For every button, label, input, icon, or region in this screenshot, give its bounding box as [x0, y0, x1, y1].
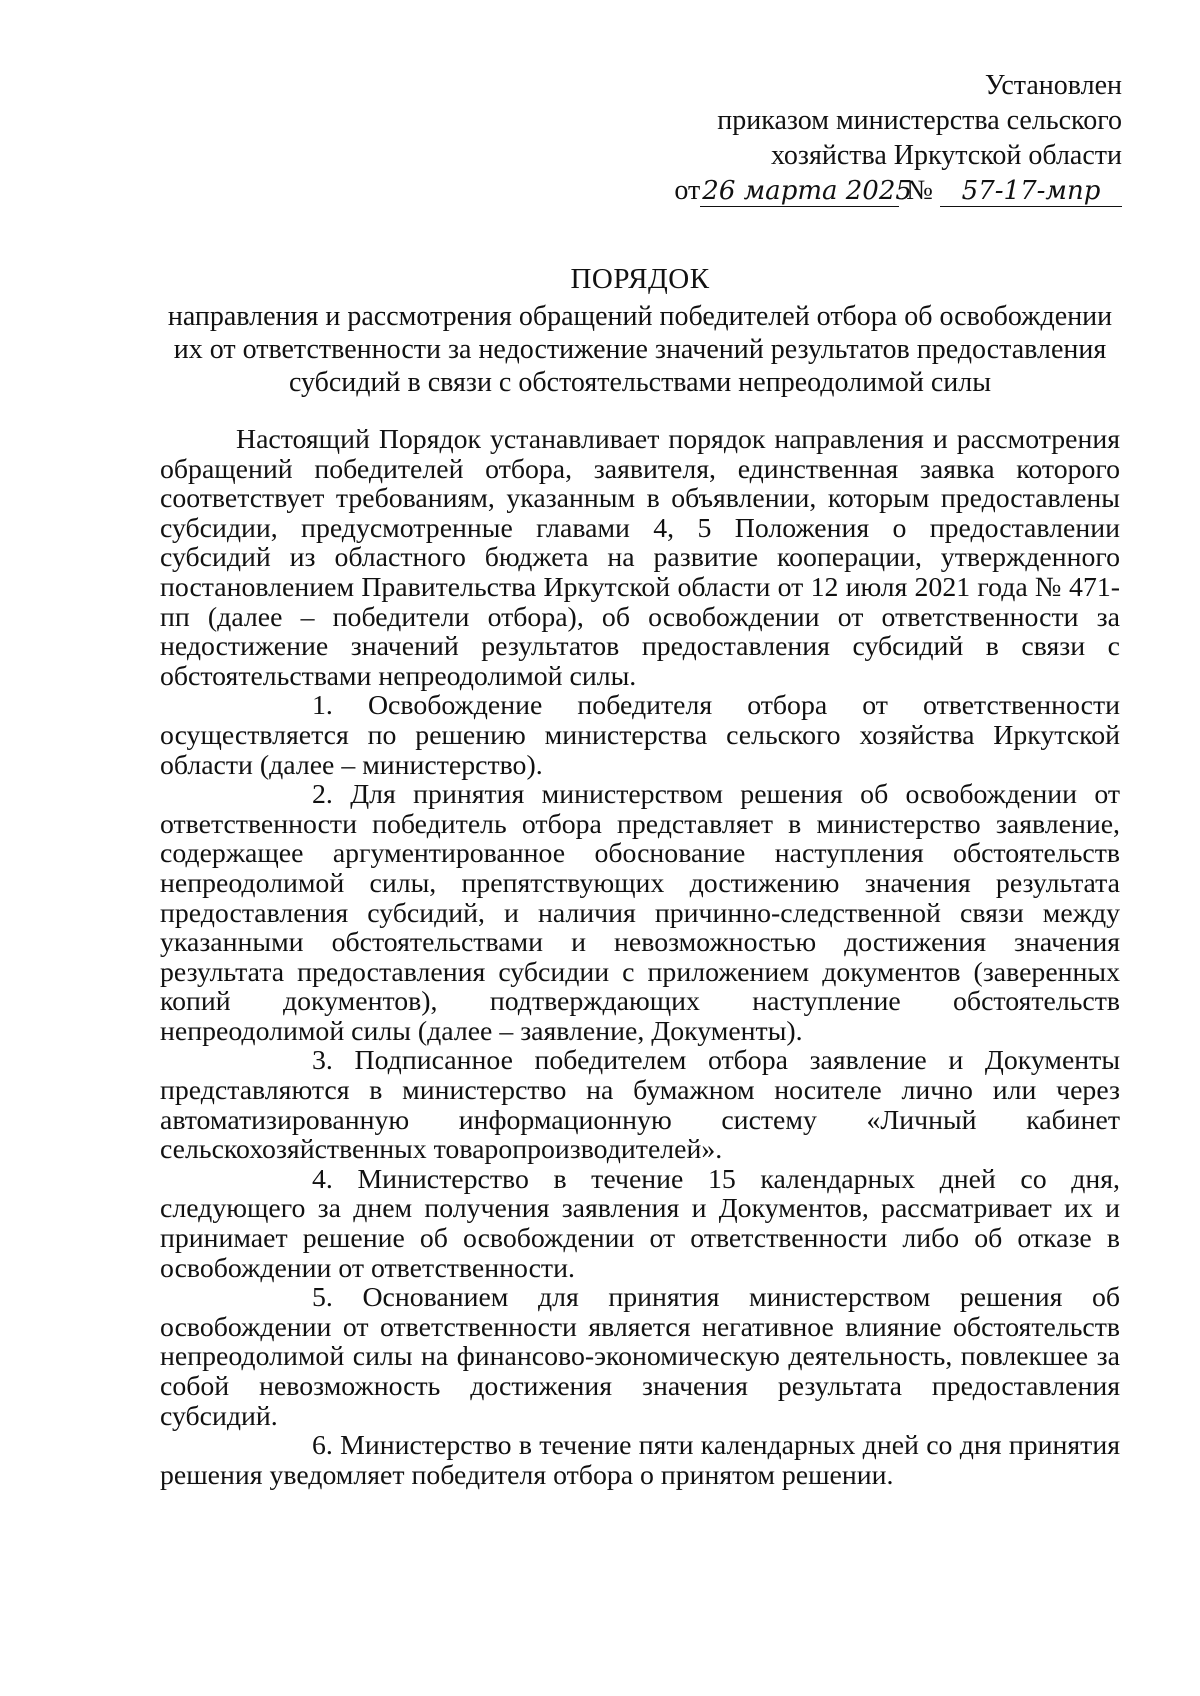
paragraph-text: Для принятия министерством решения об освобождении от ответственности победитель отбора представляет в министерство заявление, содержащее аргументированное обоснование наступления обстоятельств непреодолимой силы, препятствующих достижению значения результата предоставления субсидий, и наличия причинно-следственной связи между указанными обстоятельствами и невозможностью достижения значения результата предоставления субсидии с приложением документов (заверенных копий документов), подтверждающих наступление обстоятельств непреодолимой силы (далее – заявление, Документы). [160, 779, 1120, 1047]
paragraph-text: Освобождение победителя отбора от ответственности осуществляется по решению министерства сельского хозяйства Иркутской области (далее – министерство). [160, 690, 1121, 781]
intro-paragraph: Настоящий Порядок устанавливает порядок направления и рассмотрения обращений победителей отбора, заявителя, единственная заявка которого соответствует требованиям, указанным в объявлении, которым предоставлены субсидии, предусмотренные главами 4, 5 Положения о предоставлении субсидий из областного бюджета на развитие кооперации, утвержденного постановлением Правительства Иркутской области от 12 июля 2021 года № 471-пп (далее – победители отбора), об освобождении от ответственности за недостижение значений результатов предоставления субсидий в связи с обстоятельствами непреодолимой силы. [160, 424, 1120, 692]
paragraph-number: 4. [312, 1163, 333, 1195]
paragraph-text: Министерство в течение пяти календарных дней со дня принятия решения уведомляет победителя отбора о принятом решении. [160, 1430, 1120, 1491]
document-body [160, 425, 1120, 1490]
approval-line: приказом министерства сельского [717, 105, 1122, 136]
order-date-prefix: от [674, 175, 701, 206]
numbered-paragraph-3 [160, 1046, 1120, 1164]
numbered-paragraph-5 [160, 1283, 1120, 1431]
numbered-paragraph-2 [160, 780, 1120, 1046]
numbered-paragraph-4 [160, 1165, 1120, 1283]
paragraph-number: 3. [312, 1045, 333, 1077]
numbered-paragraph-1 [160, 691, 1120, 780]
approval-line: Установлен [984, 70, 1122, 101]
numbered-paragraph-6 [160, 1431, 1120, 1490]
paragraph-text: Министерство в течение 15 календарных дней со дня, следующего за днем получения заявления и Документов, рассматривает их и принимает решение об освобождении от ответственности либо об отказе в освобождении от ответственности. [160, 1163, 1120, 1284]
paragraph-number: 2. [312, 779, 333, 811]
document-title-block [160, 263, 1120, 399]
document-subtitle-line: направления и рассмотрения обращений победителей отбора об освобождении [167, 301, 1113, 332]
order-reference [522, 173, 1122, 208]
paragraph-number: 6. [312, 1430, 333, 1462]
document-subtitle-line: их от ответственности за недостижение значений результатов предоставления [173, 334, 1107, 365]
order-date-handwritten: 26 марта 2025 [702, 176, 912, 206]
paragraph-number: 1. [312, 690, 333, 722]
approval-line: хозяйства Иркутской области [771, 140, 1122, 171]
document-subtitle-line: субсидий в связи с обстоятельствами непреодолимой силы [288, 367, 992, 398]
document-title: ПОРЯДОК [570, 263, 710, 295]
paragraph-number: 5. [312, 1282, 333, 1314]
order-number-handwritten: 57-17-мпр [940, 176, 1122, 207]
order-number-sign: № [906, 175, 933, 206]
paragraph-text: Основанием для принятия министерством решения об освобождении от ответственности является негативное влияние обстоятельств непреодолимой силы на финансово-экономическую деятельность, повлекшее за собой невозможность достижения значения результата предоставления субсидий. [160, 1282, 1121, 1432]
paragraph-text: Подписанное победителем отбора заявление и Документы представляются в министерство на бумажном носителе лично или через автоматизированную информационную систему «Личный кабинет сельскохозяйственных товаропроизводителей». [160, 1045, 1120, 1166]
approval-stamp-block [522, 68, 1122, 208]
